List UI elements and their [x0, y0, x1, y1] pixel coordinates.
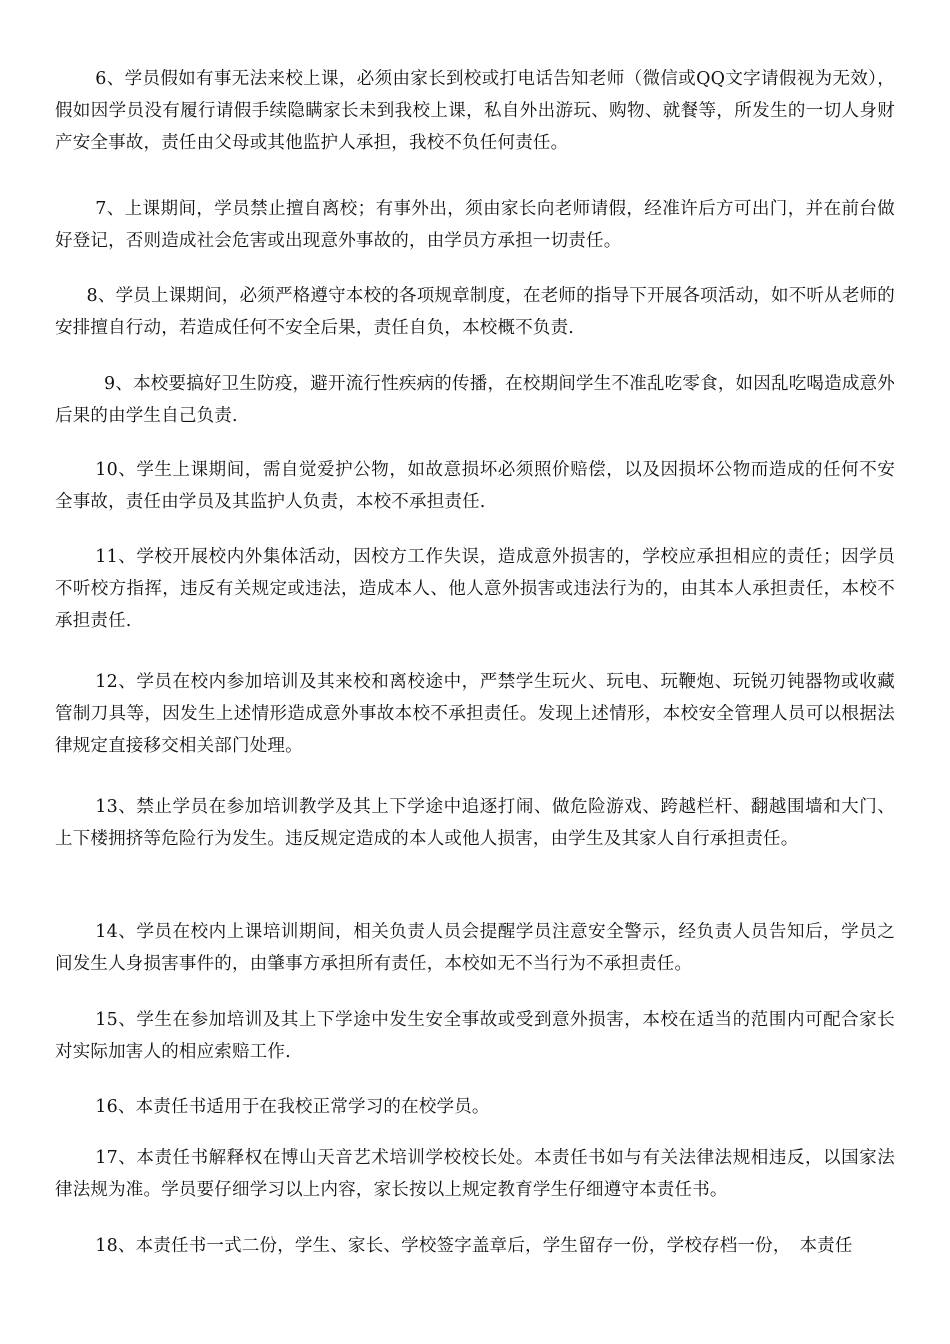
clause-6: 6、学员假如有事无法来校上课，必须由家长到校或打电话告知老师（微信或QQ文字请假视为无效），假如因学员没有履行请假手续隐瞒家长未到我校上课，私自外出游玩、购物、就餐等，所发生的一切人身财产安全事故，责任由父母或其他监护人承担，我校不负任何责任。 [55, 69, 895, 153]
clause-12: 12、学员在校内参加培训及其来校和离校途中，严禁学生玩火、玩电、玩鞭炮、玩锐刃钝器物或收藏管制刀具等，因发生上述情形造成意外事故本校不承担责任。发现上述情形，本校安全管理人员可以根据法律规定直接移交相关部门处理。 [55, 672, 895, 756]
clause-8: 8、学员上课期间，必须严格遵守本校的各项规章制度，在老师的指导下开展各项活动，如不听从老师的安排擅自行动，若造成任何不安全后果，责任自负，本校概不负责. [55, 286, 895, 338]
clause-11: 11、学校开展校内外集体活动，因校方工作失误，造成意外损害的，学校应承担相应的责任；因学员不听校方指挥，违反有关规定或违法，造成本人、他人意外损害或违法行为的，由其本人承担责任，本校不承担责任. [55, 547, 895, 631]
clause-13: 13、禁止学员在参加培训教学及其上下学途中追逐打闹、做危险游戏、跨越栏杆、翻越围墙和大门、上下楼拥挤等危险行为发生。违反规定造成的本人或他人损害，由学生及其家人自行承担责任。 [55, 797, 895, 849]
clause-9: 9、本校要搞好卫生防疫，避开流行性疾病的传播，在校期间学生不准乱吃零食，如因乱吃喝造成意外后果的由学生自己负责. [55, 374, 895, 426]
clause-17: 17、本责任书解释权在博山天音艺术培训学校校长处。本责任书如与有关法律法规相违反，以国家法律法规为准。学员要仔细学习以上内容，家长按以上规定教育学生仔细遵守本责任书。 [55, 1148, 895, 1200]
clause-15: 15、学生在参加培训及其上下学途中发生安全事故或受到意外损害，本校在适当的范围内可配合家长对实际加害人的相应索赔工作. [55, 1010, 895, 1062]
clause-18: 18、本责任书一式二份，学生、家长、学校签字盖章后，学生留存一份，学校存档一份， 本责任 [95, 1236, 853, 1256]
clause-16: 16、本责任书适用于在我校正常学习的在校学员。 [95, 1097, 490, 1117]
clause-7: 7、上课期间，学员禁止擅自离校；有事外出，须由家长向老师请假，经准许后方可出门，并在前台做好登记，否则造成社会危害或出现意外事故的，由学员方承担一切责任。 [55, 199, 895, 251]
clause-10: 10、学生上课期间，需自觉爱护公物，如故意损坏必须照价赔偿，以及因损坏公物而造成的任何不安全事故，责任由学员及其监护人负责，本校不承担责任. [55, 460, 895, 512]
clause-14: 14、学员在校内上课培训期间，相关负责人员会提醒学员注意安全警示，经负责人员告知后，学员之间发生人身损害事件的，由肇事方承担所有责任，本校如无不当行为不承担责任。 [55, 922, 895, 974]
